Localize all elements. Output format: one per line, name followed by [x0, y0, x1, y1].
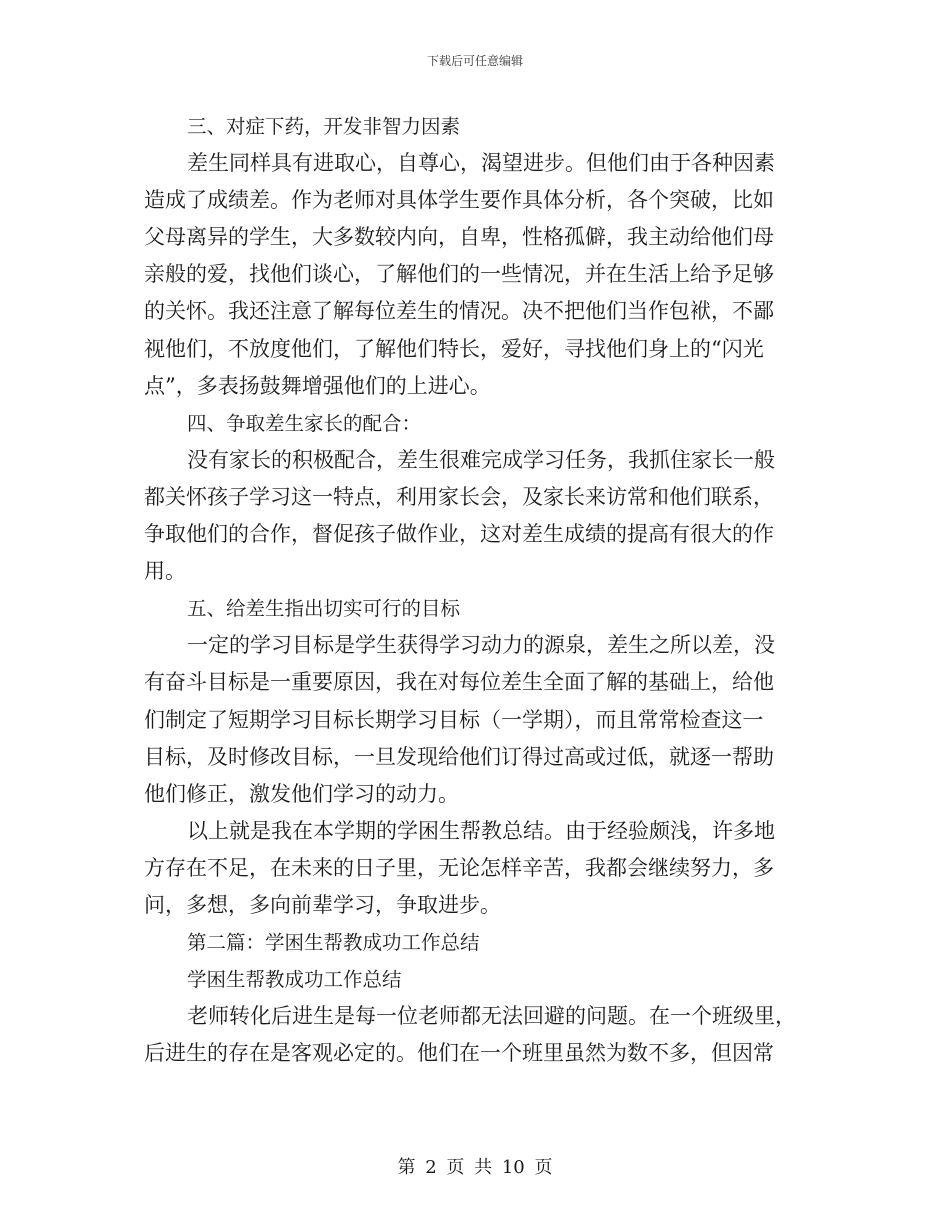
- paragraph-line: 一定的学习目标是学生获得学习动力的源泉，差生之所以差，没: [187, 633, 775, 658]
- paragraph-line: 的关怀。我还注意了解每位差生的情况。决不把他们当作包袱，不鄙: [144, 299, 774, 324]
- paragraph-line: 都关怀孩子学习这一特点，利用家长会，及家长来访常和他们联系，: [144, 484, 774, 509]
- paragraph-line: 老师转化后进生是每一位老师都无法回避的问题。在一个班级里，: [187, 1004, 796, 1029]
- article-title: 学困生帮教成功工作总结: [187, 968, 402, 992]
- section-heading-3: 三、对症下药，开发非智力因素: [187, 115, 461, 138]
- paragraph-line: 问，多想，多向前辈学习，争取进步。: [144, 892, 501, 917]
- paragraph-line: 以上就是我在本学期的学困生帮教总结。由于经验颇浅，许多地: [187, 818, 775, 843]
- paragraph-line: 差生同样具有进取心，自尊心，渴望进步。但他们由于各种因素: [187, 151, 775, 176]
- paragraph-line: 他们修正，激发他们学习的动力。: [144, 781, 459, 806]
- paragraph-line: 目标，及时修改目标，一旦发现给他们订得过高或过低，就逐一帮助: [144, 744, 774, 769]
- paragraph-line: 造成了成绩差。作为老师对具体学生要作具体分析，各个突破，比如: [144, 188, 774, 213]
- paragraph-line: 点”，多表扬鼓舞增强他们的上进心。: [144, 373, 491, 398]
- paragraph-line: 后进生的存在是客观必定的。他们在一个班里虽然为数不多，但因常: [144, 1041, 774, 1066]
- document-body: [144, 108, 804, 1072]
- paragraph-line: 方存在不足，在未来的日子里，无论怎样辛苦，我都会继续努力，多: [144, 855, 774, 880]
- paragraph-line: 父母离异的学生，大多数较内向，自卑，性格孤僻，我主动给他们母: [144, 225, 774, 250]
- paragraph-line: 用。: [144, 559, 186, 584]
- paragraph-line: 有奋斗目标是一重要原因，我在对每位差生全面了解的基础上，给他: [144, 670, 774, 695]
- paragraph-line: 亲般的爱，找他们谈心，了解他们的一些情况，并在生活上给予足够: [144, 262, 774, 287]
- paragraph-line: 们制定了短期学习目标长期学习目标（一学期），而且常常检查这一: [144, 707, 764, 732]
- paragraph-line: 没有家长的积极配合，差生很难完成学习任务，我抓住家长一般: [187, 447, 775, 472]
- section-heading-4: 四、争取差生家长的配合：: [187, 411, 422, 435]
- paragraph-line: 视他们，不放度他们，了解他们特长，爱好，寻找他们身上的“闪光: [144, 336, 764, 361]
- chapter-heading: 第二篇：学困生帮教成功工作总结: [187, 931, 480, 955]
- page-header: 下载后可任意编辑: [426, 54, 523, 68]
- paragraph-line: 争取他们的合作，督促孩子做作业，这对差生成绩的提高有很大的作: [144, 522, 774, 547]
- section-heading-5: 五、给差生指出切实可行的目标: [187, 597, 461, 621]
- page-footer: 第 2 页 共 10 页: [397, 1157, 553, 1178]
